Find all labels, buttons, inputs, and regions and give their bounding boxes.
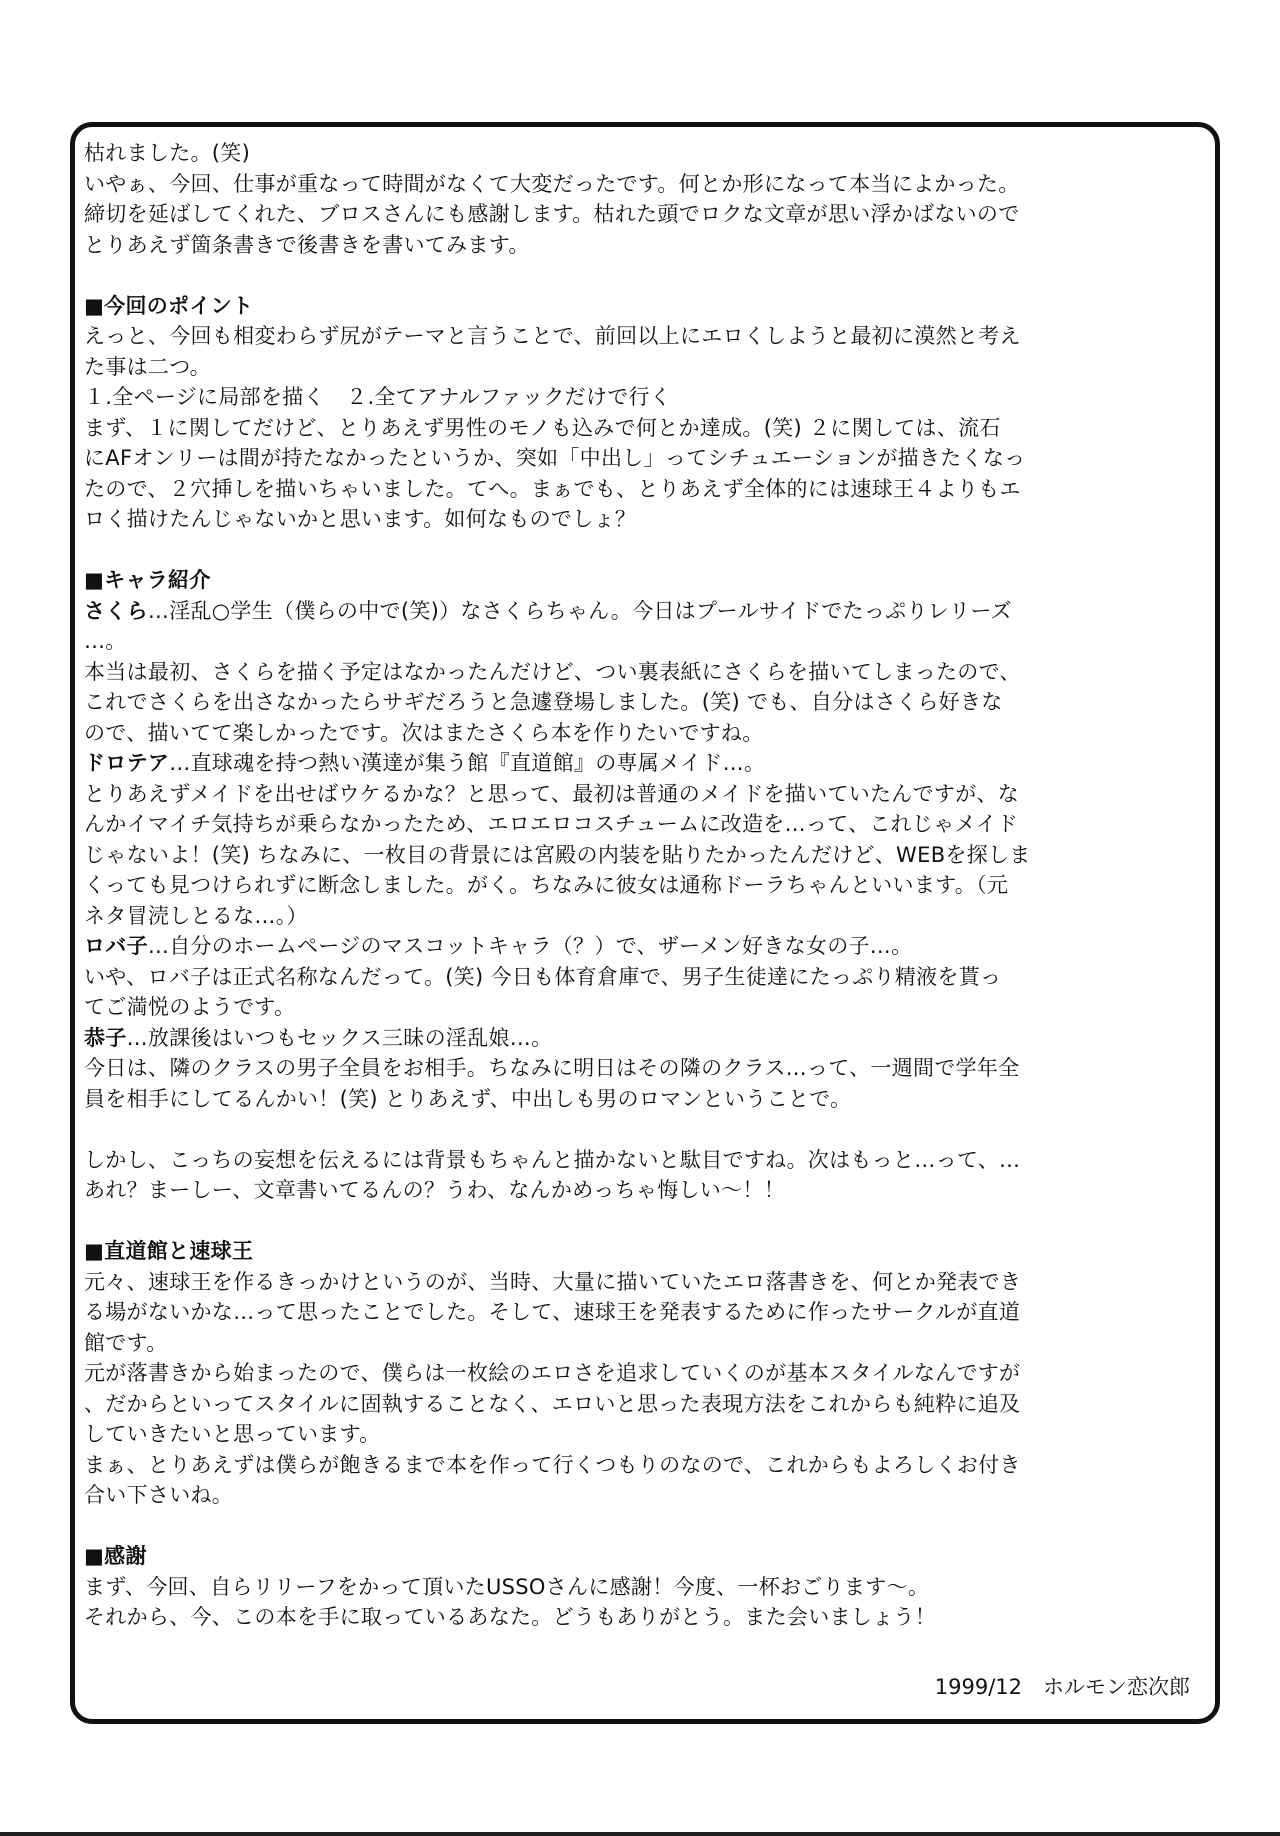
circle-line: 館です。 bbox=[84, 1330, 168, 1355]
points-line: にAFオンリーは間が持たなかったというか、突如「中出し」ってシチュエーションが描きたくなっ bbox=[84, 446, 1026, 470]
intro-line: 締切を延ばしてくれた、ブロスさんにも感謝します。枯れた頭でロクな文章が思い浮かばないので bbox=[84, 202, 1020, 226]
character-description: …放課後はいつもセックス三昧の淫乱娘…。 bbox=[126, 1025, 553, 1050]
sakura-line: 本当は最初、さくらを描く予定はなかったんだけど、つい裏表紙にさくらを描いてしまったので、 bbox=[84, 659, 1021, 684]
points-line: たので、２穴挿しを描いちゃいました。てへ。まぁでも、とりあえず全体的には速球王４よりもエ bbox=[84, 476, 1021, 501]
heading-points: ■今回のポイント bbox=[84, 293, 254, 318]
circle-line: 元々、速球王を作るきっかけというのが、当時、大量に描いていたエロ落書きを、何とか発表でき bbox=[84, 1269, 1022, 1294]
character-sakura bbox=[84, 596, 1204, 627]
kyoko-line: 今日は、隣のクラスの男子全員をお相手。ちなみに明日はその隣のクラス…って、一週間で学年全 bbox=[84, 1056, 1020, 1080]
circle-line: 、だからといってスタイルに固執することなく、エロいと思った表現方法をこれからも純粋に追及 bbox=[84, 1391, 1021, 1416]
points-line: た事は二つ。 bbox=[84, 354, 211, 379]
thanks-line: まず、今回、自らリリーフをかって頂いたUSSOさんに感謝！今度、一杯おごります～。 bbox=[84, 1574, 930, 1599]
character-description: …直球魂を持つ熱い漢達が集う館『直道館』の専属メイド…。 bbox=[169, 751, 766, 775]
sakura-line: …。 bbox=[84, 629, 127, 653]
blank-line bbox=[84, 535, 1204, 566]
character-name: 恭子 bbox=[84, 1025, 127, 1050]
robako-line: いや、ロバ子は正式名称なんだって。(笑) 今日も体育倉庫で、男子生徒達にたっぷり精液を貰っ bbox=[84, 964, 1002, 989]
bottom-edge bbox=[0, 1832, 1280, 1836]
circle-line: 合い下さいね。 bbox=[84, 1483, 234, 1507]
points-line: １.全ページに局部を描く ２.全てアナルファックだけで行く bbox=[84, 385, 672, 409]
character-description: …自分のホームページのマスコットキャラ（？）で、ザーメン好きな女の子…。 bbox=[147, 934, 913, 958]
character-kyoko bbox=[84, 1023, 1204, 1054]
dorothea-line: ネタ冒涜しとるな…。） bbox=[84, 903, 308, 928]
intro-line: 枯れました。(笑) bbox=[84, 141, 251, 165]
blank-line bbox=[84, 1114, 1204, 1145]
dorothea-line: くっても見つけられずに断念しました。がく。ちなみに彼女は通称ドーラちゃんといいます。（元 bbox=[84, 873, 1009, 897]
blank-line bbox=[84, 260, 1204, 291]
circle-line: していきたいと思っています。 bbox=[84, 1422, 381, 1446]
closing-line: あれ？まーしー、文章書いてるんの？うわ、なんかめっちゃ悔しい～！！ bbox=[84, 1178, 786, 1202]
closing-line: しかし、こっちの妄想を伝えるには背景もちゃんと描かないと駄目ですね。次はもっと…って、… bbox=[84, 1147, 1021, 1172]
points-line: まず、１に関してだけど、とりあえず男性のモノも込みで何とか達成。(笑) ２に関しては、流石 bbox=[84, 415, 1001, 440]
sakura-line: これでさくらを出さなかったらサギだろうと急遽登場しました。(笑) でも、自分はさくら好きな bbox=[84, 690, 1003, 714]
sakura-line: ので、描いてて楽しかったです。次はまたさくら本を作りたいですね。 bbox=[84, 720, 764, 745]
dorothea-line: んかイマイチ気持ちが乗らなかったため、エロエロコスチュームに改造を…って、これじゃメイド bbox=[84, 812, 1019, 836]
heading-thanks: ■感謝 bbox=[84, 1544, 147, 1568]
kyoko-line: 員を相手にしてるんかい！(笑) とりあえず、中出しも男のロマンということで。 bbox=[84, 1086, 852, 1111]
dorothea-line: じゃないよ！(笑) ちなみに、一枚目の背景には宮殿の内装を貼りたかったんだけど、WEBを探しま bbox=[84, 842, 1031, 867]
afterword-text bbox=[84, 138, 1204, 1633]
character-name: さくら bbox=[84, 598, 148, 623]
circle-line: まぁ、とりあえずは僕らが飽きるまで本を作って行くつもりのなので、これからもよろしくお付き bbox=[84, 1452, 1021, 1477]
character-robako bbox=[84, 931, 1204, 962]
points-line: ロく描けたんじゃないかと思います。如何なものでしょ？ bbox=[84, 507, 637, 531]
thanks-line: それから、今、この本を手に取っているあなた。どうもありがとう。また会いましょう！ bbox=[84, 1605, 936, 1629]
character-dorothea bbox=[84, 748, 1204, 779]
character-name: ロバ子 bbox=[84, 934, 148, 958]
blank-line bbox=[84, 1206, 1204, 1237]
robako-line: てご満悦のようです。 bbox=[84, 995, 296, 1019]
points-line: えっと、今回も相変わらず尻がテーマと言うことで、前回以上にエロくしようと最初に漠然と考え bbox=[84, 324, 1021, 348]
blank-line bbox=[84, 1511, 1204, 1542]
intro-line: とりあえず箇条書きで後書きを書いてみます。 bbox=[84, 232, 530, 257]
circle-line: 元が落書きから始まったので、僕らは一枚絵のエロさを追求していくのが基本スタイルなんですが bbox=[84, 1361, 1021, 1385]
heading-characters: ■キャラ紹介 bbox=[84, 568, 211, 592]
signature: 1999/12 ホルモン恋次郎 bbox=[934, 1675, 1190, 1699]
circle-line: る場がないかな…って思ったことでした。そして、速球王を発表するために作ったサークルが直道 bbox=[84, 1300, 1021, 1324]
dorothea-line: とりあえずメイドを出せばウケるかな？と思って、最初は普通のメイドを描いていたんですが、な bbox=[84, 781, 1020, 806]
character-description: …淫乱○学生（僕らの中で(笑)）なさくらちゃん。今日はプールサイドでたっぷりレリーズ bbox=[147, 598, 1012, 623]
intro-line: いやぁ、今回、仕事が重なって時間がなくて大変だったです。何とか形になって本当によかった。 bbox=[84, 171, 1020, 196]
character-name: ドロテア bbox=[84, 751, 170, 775]
heading-circle: ■直道館と速球王 bbox=[84, 1239, 254, 1263]
